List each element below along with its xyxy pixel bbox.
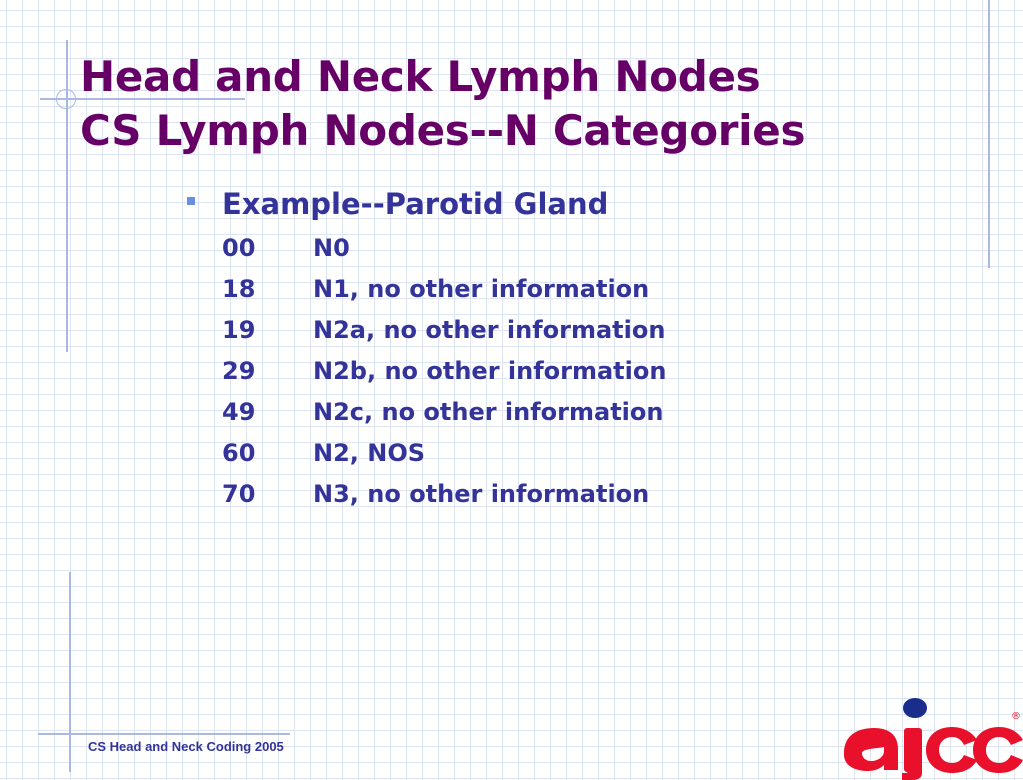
square-bullet-icon — [187, 197, 195, 205]
code-description: N0 — [313, 234, 350, 262]
code-value: 49 — [222, 398, 256, 426]
registered-mark: ® — [1011, 711, 1021, 722]
ajcc-logo-letters — [844, 727, 1023, 780]
code-value: 60 — [222, 439, 256, 467]
decor-circle — [56, 89, 76, 109]
bullet-heading: Example--Parotid Gland — [222, 187, 609, 221]
code-description: N2a, no other information — [313, 316, 666, 344]
footer-text: CS Head and Neck Coding 2005 — [88, 739, 284, 754]
code-description: N1, no other information — [313, 275, 650, 303]
code-description: N3, no other information — [313, 480, 650, 508]
code-description: N2b, no other information — [313, 357, 667, 385]
code-description: N2c, no other information — [313, 398, 664, 426]
code-value: 00 — [222, 234, 256, 262]
code-description: N2, NOS — [313, 439, 426, 467]
slide-title — [80, 50, 805, 158]
slide-title-line-2: CS Lymph Nodes--N Categories — [80, 106, 806, 155]
decor-vertical-line-right — [988, 0, 990, 268]
code-value: 18 — [222, 275, 256, 303]
code-value: 70 — [222, 480, 256, 508]
decor-vertical-line-top — [66, 40, 68, 352]
code-value: 19 — [222, 316, 256, 344]
decor-vertical-line-bottom — [69, 572, 71, 772]
ajcc-logo — [840, 695, 1023, 780]
slide-title-line-1: Head and Neck Lymph Nodes — [80, 52, 761, 101]
ajcc-logo-dot — [903, 698, 927, 718]
decor-horizontal-line-bottom — [38, 733, 290, 735]
code-value: 29 — [222, 357, 256, 385]
